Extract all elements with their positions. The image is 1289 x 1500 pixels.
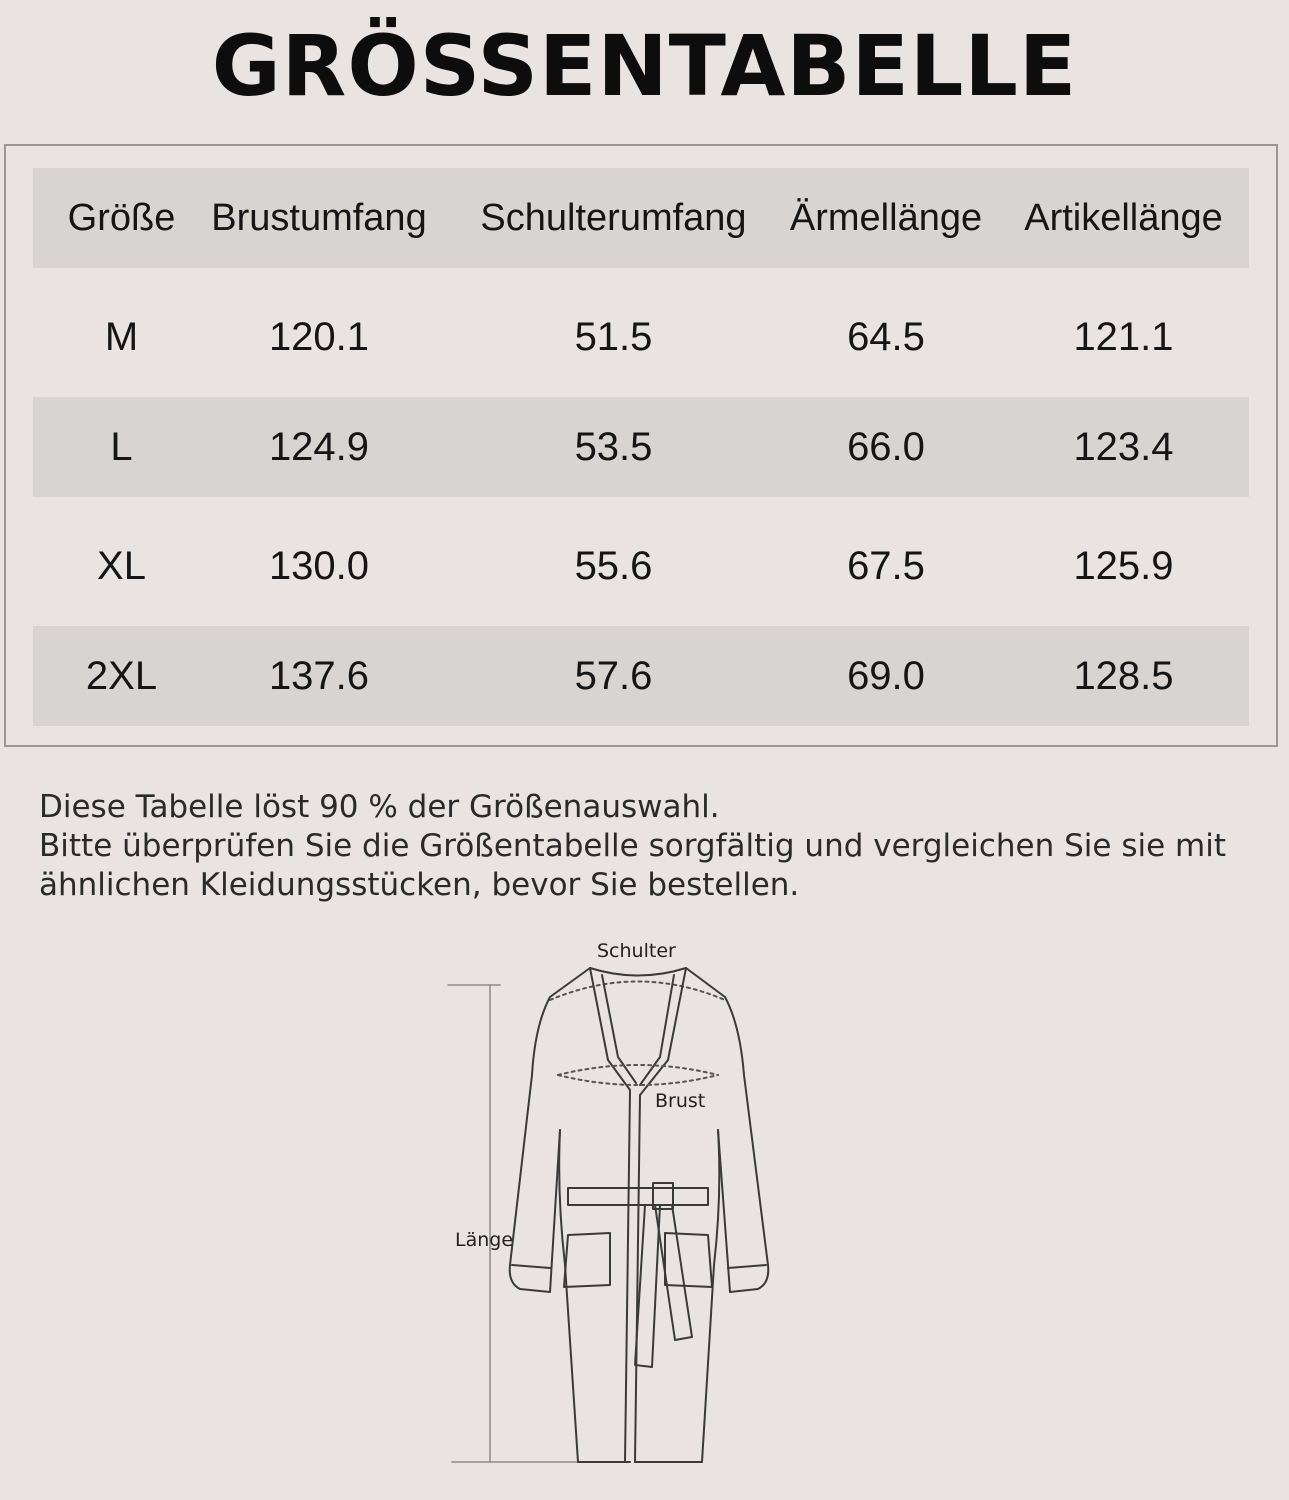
header-length: Artikellänge (1024, 197, 1223, 239)
cell-length: 123.4 (1073, 425, 1174, 469)
cell-length: 128.5 (1073, 654, 1174, 698)
cell-sleeve: 69.0 (847, 654, 925, 698)
cell-length: 125.9 (1073, 544, 1174, 588)
cell-shoulder: 51.5 (574, 315, 653, 359)
table-row-l (33, 397, 1249, 497)
cell-size: M (104, 315, 139, 359)
cell-shoulder: 53.5 (574, 425, 653, 469)
cell-size: L (110, 425, 133, 469)
cell-chest: 137.6 (268, 654, 370, 698)
header-size: Größe (67, 197, 176, 239)
table-header-row (33, 168, 1249, 268)
note-line-2: Bitte überprüfen Sie die Größentabelle sorgfältig und vergleichen Sie sie mit (39, 828, 1226, 864)
cell-chest: 124.9 (268, 425, 370, 469)
bathrobe-illustration (440, 935, 780, 1475)
cell-length: 121.1 (1073, 315, 1174, 359)
cell-shoulder: 55.6 (574, 544, 653, 588)
length-label: Länge (455, 1229, 514, 1251)
chest-label: Brust (655, 1090, 706, 1112)
header-sleeve: Ärmellänge (789, 197, 983, 239)
note-line-3: ähnlichen Kleidungsstücken, bevor Sie bestellen. (39, 867, 800, 903)
shoulder-label: Schulter (597, 940, 676, 962)
header-shoulder: Schulterumfang (480, 197, 747, 239)
page-title: GRÖSSENTABELLE (211, 17, 1078, 115)
table-row-m (33, 287, 1249, 387)
header-chest: Brustumfang (211, 197, 427, 239)
bathrobe-measurement-diagram (440, 935, 780, 1475)
cell-sleeve: 64.5 (847, 315, 925, 359)
cell-chest: 120.1 (268, 315, 370, 359)
cell-sleeve: 67.5 (847, 544, 925, 588)
cell-chest: 130.0 (268, 544, 370, 588)
cell-sleeve: 66.0 (847, 425, 925, 469)
table-row-2xl (33, 626, 1249, 726)
cell-shoulder: 57.6 (574, 654, 653, 698)
cell-size: XL (97, 544, 146, 588)
note-line-1: Diese Tabelle löst 90 % der Größenauswahl. (39, 789, 720, 825)
table-row-xl (33, 516, 1249, 616)
size-note (39, 788, 1269, 905)
cell-size: 2XL (85, 654, 158, 698)
